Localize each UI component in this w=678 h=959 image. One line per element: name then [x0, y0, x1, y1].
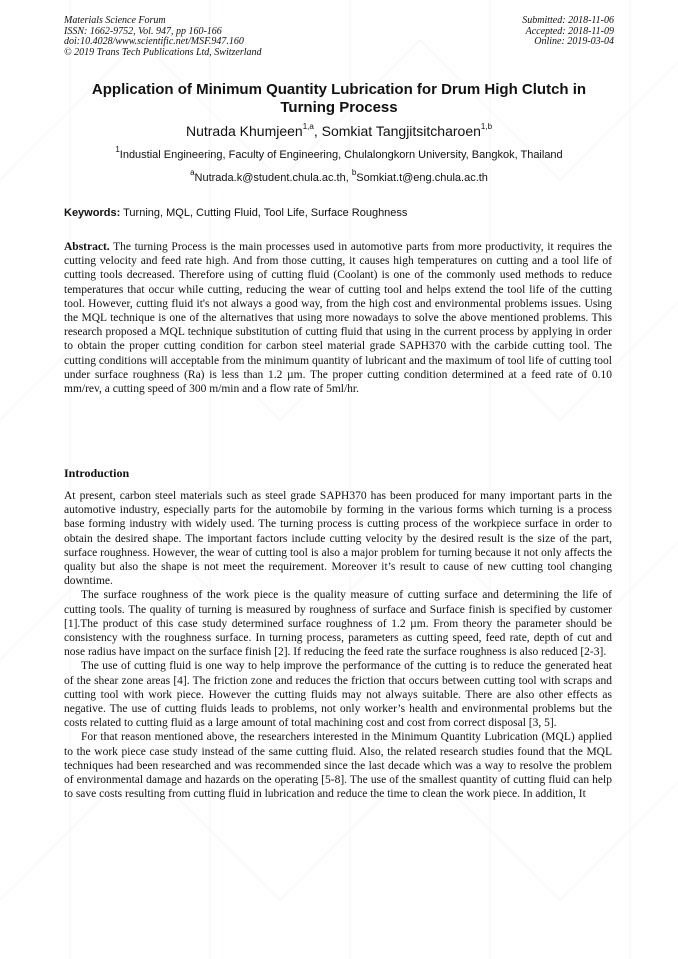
- submitted-date: Submitted: 2018-11-06: [522, 15, 614, 26]
- submission-dates: [414, 16, 614, 48]
- journal-name: Materials Science Forum: [64, 15, 166, 26]
- authors: [64, 122, 614, 140]
- email-b-sup: b: [351, 168, 357, 178]
- journal-copyright: © 2019 Trans Tech Publications Ltd, Switzerland: [64, 46, 262, 58]
- paper-title: [64, 81, 614, 117]
- affiliation: [64, 145, 614, 162]
- journal-issn: ISSN: 1662-9752, Vol. 947, pp 160-166: [64, 25, 222, 37]
- keywords-text: Turning, MQL, Cutting Fluid, Tool Life, Surface Roughness: [120, 207, 408, 219]
- journal-info: [64, 16, 364, 58]
- author-1-name: Nutrada Khumjeen: [185, 123, 303, 139]
- affiliation-sup: 1: [115, 145, 120, 155]
- title-line-2: Turning Process: [280, 99, 398, 116]
- intro-paragraph-4: For that reason mentioned above, the researchers interested in the Minimum Quantity Lubrication (MQL) applied to the work piece case study instead of the same cutting fluid. Also, the related research studies found that the MQL techniques had been researched and was recommended since the last decade which was a way to resolve the problem of environmental damage and hazards on the operating [5-8]. The use of the smallest quantity of cutting fluid can help to save costs resulting from cutting fluid in lubrication and reduce the time to clean the work piece. In addition, It: [64, 731, 612, 801]
- introduction-body: [64, 489, 612, 801]
- email-b-link[interactable]: Somkiat.t@eng.chula.ac.th: [356, 172, 488, 184]
- title-line-1: Application of Minimum Quantity Lubrication for Drum High Clutch in: [91, 81, 587, 98]
- accepted-date: Accepted: 2018-11-09: [525, 25, 614, 37]
- journal-header: [64, 16, 614, 64]
- author-2-sup: 1,b: [480, 122, 493, 132]
- introduction-heading: Introduction: [64, 466, 130, 480]
- affiliation-text: Industial Engineering, Faculty of Engineering, Chulalongkorn University, Bangkok, Thailand: [119, 149, 563, 161]
- journal-doi: doi:10.4028/www.scientific.net/MSF.947.160: [64, 36, 244, 48]
- abstract: [64, 240, 612, 396]
- email-separator: ,: [345, 172, 352, 184]
- intro-paragraph-3: The use of cutting fluid is one way to help improve the performance of the cutting is to reduce the generated heat of the shear zone areas [4]. The friction zone and reduces the friction that occurs between cutting tool with scraps and cutting tool with work piece. However the cutting fluids may not always suitable. There are also other effects as negative. The use of cutting fluids leads to problems, not only worker’s health and environmental problems but the costs related to cutting fluid as a large amount of total machining cost and cost from correct disposal [3, 5].: [64, 660, 612, 730]
- email-a-sup: a: [190, 168, 195, 178]
- online-date: Online: 2019-03-04: [534, 36, 614, 48]
- keywords: [64, 206, 612, 220]
- author-separator: ,: [313, 123, 322, 139]
- keywords-label: Keywords:: [64, 207, 121, 219]
- author-emails: [64, 168, 614, 185]
- abstract-text: The turning Process is the main processes used in automotive parts from more productivity, it requires the cutting velocity and feed rate high. And from those cutting, it causes high temperatures on cutting and a tool life of cutting tools decreased. Therefore using of cutting fluid (Coolant) is one of the commonly used methods to reduce temperatures that occur while cutting, reducing the wear of cutting tool and helps extend the tool life of the cutting tool. However, cutting fluid it's not always a good way, from the high cost and environmental problems issues. Using the MQL technique is one of the alternatives that using more nowadays to solve the above mentioned problems. This research proposed a MQL technique substitution of cutting fluid that using in the current process by applying in order to obtain the proper cutting condition for carbon steel material grade SAPH370 with the carbide cutting tool. The cutting conditions will acceptable from the minimum quantity of lubricant and the maximum of tool life of cutting tool under surface roughness (Ra) is less than 1.2 µm. The proper cutting condition determined at a feed rate of 0.10 mm/rev, a cutting speed of 300 m/min and a flow rate of 5ml/hr.: [64, 241, 612, 396]
- author-2-name: Somkiat Tangjitsitcharoen: [321, 123, 481, 139]
- intro-paragraph-1: At present, carbon steel materials such as steel grade SAPH370 has been produced for many important parts in the automotive industry, especially parts for the automobile by forming in the various forms which turning is a process base forming industry with widely used. The turning process is cutting process of the workpiece surface in order to obtain the desired shape. The important factors include cutting velocity by the desired result is the size of the part, surface roughness. However, the wear of cutting tool is also a major problem for turning because it not only affects the quality but also the shape is not meet the requirement. Moreover it’s result to cause of new cutting tool changing downtime.: [64, 490, 612, 588]
- author-1-sup: 1,a: [302, 122, 314, 132]
- abstract-label: Abstract.: [64, 241, 110, 253]
- email-a-link[interactable]: Nutrada.k@student.chula.ac.th: [194, 172, 346, 184]
- intro-paragraph-2: The surface roughness of the work piece is the quality measure of cutting surface and determining the life of cutting tools. The quality of turning is measured by roughness of surface and Surface finish is specified by customer [1].The product of this case study determined surface roughness of 1.2 µm. From theory the parameter should be consistency with the roughness surface. In turning process, parameters as cutting speed, feed rate, depth of cut and nose radius have impact on the surface finish [2]. If reducing the feed rate the surface roughness is also reduced [2-3].: [64, 589, 612, 659]
